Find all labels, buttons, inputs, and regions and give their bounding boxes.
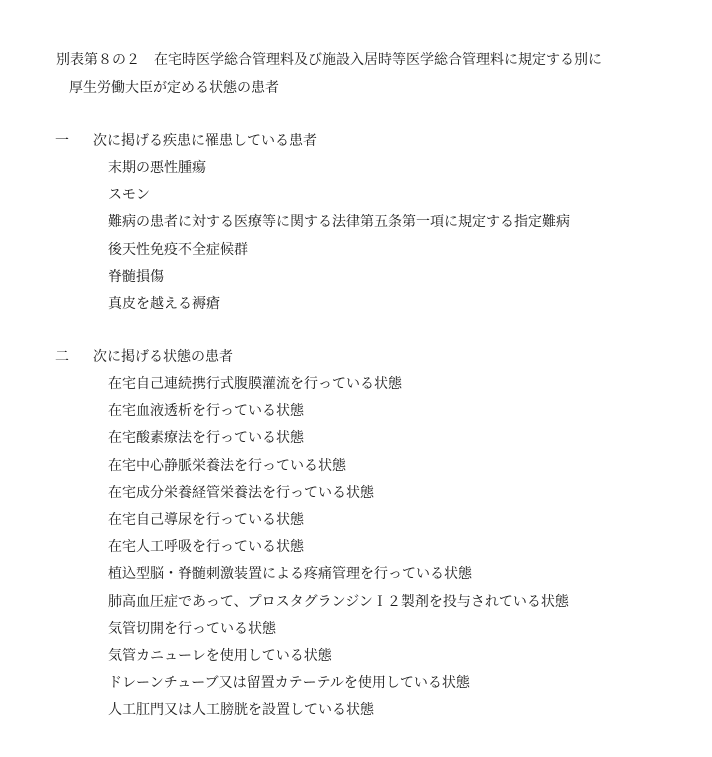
list-item: 在宅成分栄養経管栄養法を行っている状態: [108, 484, 374, 501]
document-title-line-2: 厚生労働大臣が定める状態の患者: [69, 80, 279, 96]
section-2: [0, 346, 712, 726]
list-item: ドレーンチューブ又は留置カテーテルを使用している状態: [108, 675, 470, 692]
list-item: 人工肛門又は人工膀胱を設置している状態: [108, 702, 374, 719]
list-item: 在宅自己導尿を行っている状態: [108, 511, 304, 528]
section-1: [0, 130, 712, 320]
list-item: 脊髄損傷: [108, 268, 164, 285]
list-item: 在宅中心静脈栄養法を行っている状態: [108, 457, 346, 474]
list-item: 在宅自己連続携行式腹膜灌流を行っている状態: [108, 376, 402, 392]
document-title-line-1: 別表第８の２ 在宅時医学総合管理料及び施設入居時等医学総合管理料に規定する別に: [56, 52, 602, 68]
section-heading: [0, 346, 712, 368]
list-item: スモン: [108, 187, 150, 204]
list-item: 気管切開を行っている状態: [108, 620, 276, 637]
list-item: 難病の患者に対する医療等に関する法律第五条第一項に規定する指定難病: [108, 214, 570, 231]
list-item: 末期の悪性腫瘍: [108, 160, 206, 176]
disease-list: [0, 157, 712, 320]
list-item: 真皮を越える褥瘡: [108, 295, 220, 312]
section-number: 二: [55, 349, 69, 365]
list-item: 在宅酸素療法を行っている状態: [108, 430, 304, 447]
list-item: 在宅人工呼吸を行っている状態: [108, 539, 304, 556]
section-heading-text: 次に掲げる状態の患者: [93, 349, 233, 365]
list-item: 後天性免疫不全症候群: [108, 241, 248, 258]
section-number: 一: [55, 133, 69, 149]
list-item: 肺高血圧症であって、プロスタグランジンＩ２製剤を投与されている状態: [108, 593, 569, 610]
list-item: 植込型脳・脊髄刺激装置による疼痛管理を行っている状態: [108, 566, 472, 583]
section-heading-text: 次に掲げる疾患に罹患している患者: [93, 133, 317, 149]
list-item: 在宅血液透析を行っている状態: [108, 403, 304, 420]
condition-list: [0, 373, 712, 726]
section-heading: [0, 130, 712, 152]
list-item: 気管カニューレを使用している状態: [108, 647, 332, 664]
